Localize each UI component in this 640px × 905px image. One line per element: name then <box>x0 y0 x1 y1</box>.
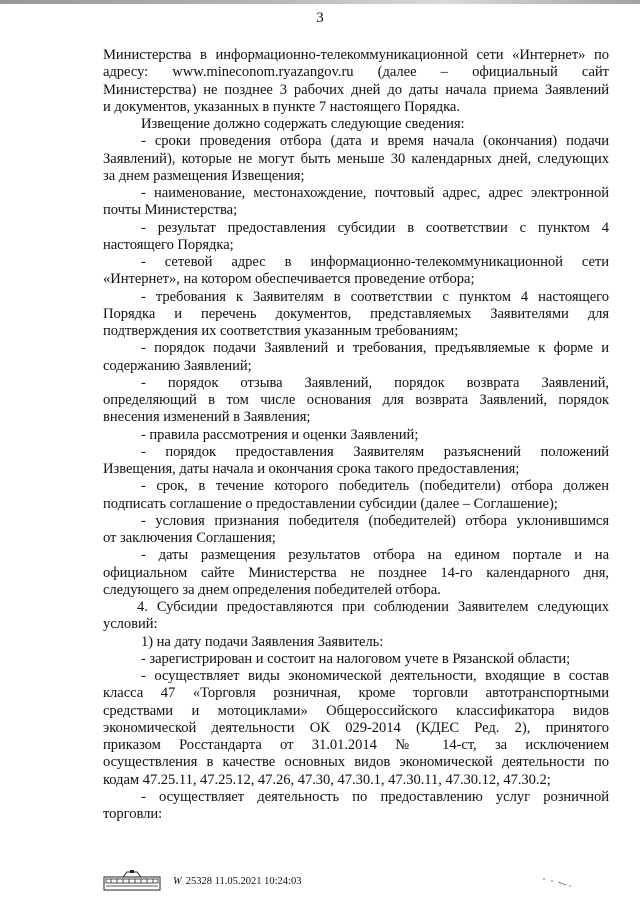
text-line: класса 47 «Торговля розничная, кроме торговли автотранспортными <box>103 685 609 702</box>
text-line: Извещения, даты начала и окончания срока такого предоставления; <box>103 461 520 477</box>
text-line: за днем размещения Извещения; <box>103 167 305 184</box>
text-line: - правила рассмотрения и оценки Заявлений; <box>141 426 419 443</box>
text-line: почты Министерства; <box>103 202 238 219</box>
scan-specks <box>540 873 580 889</box>
text-line: - порядок предоставления Заявителям разъяснений положений <box>141 443 609 460</box>
text-line: осуществления в качестве основных видов экономической деятельности по <box>103 754 609 771</box>
text-line: - наименование, местонахождение, почтовый адрес, адрес электронной <box>141 185 609 201</box>
text-line: экономической деятельности ОК 029-2014 (КДЕС Ред. 2), принятого <box>103 719 609 736</box>
text-line: адресу: www.mineconom.ryazangov.ru (далее – официальный сайт <box>103 64 609 81</box>
text-line: Заявлений), которые не могут быть меньше 30 календарных дней, следующих <box>103 150 609 167</box>
building-stamp-icon <box>103 870 161 892</box>
text-line: определяющий в том числе основания для возврата Заявлений, порядок <box>103 392 609 408</box>
text-line: «Интернет», на котором обеспечивается проведение отбора; <box>103 271 475 288</box>
text-line: - порядок отзыва Заявлений, порядок возврата Заявлений, <box>141 374 609 391</box>
text-line: торговли: <box>103 806 163 822</box>
text-line: 1) на дату подачи Заявления Заявитель: <box>141 633 384 650</box>
text-line: - осуществляет деятельность по предоставлению услуг розничной <box>141 788 609 805</box>
text-line: - срок, в течение которого победитель (победители) отбора должен <box>141 478 609 495</box>
text-line: кодам 47.25.11, 47.25.12, 47.26, 47.30, 47.30.1, 47.30.11, 47.30.12, 47.30.2; <box>103 771 551 788</box>
text-line: - сетевой адрес в информационно-телекоммуникационной сети <box>141 254 609 270</box>
text-line: - порядок подачи Заявлений и требования, предъявляемые к форме и <box>141 340 609 357</box>
text-line: - даты размещения результатов отбора на едином портале и на <box>141 547 609 564</box>
page-number: 3 <box>316 10 324 26</box>
text-line: Министерства) не позднее 3 рабочих дней до даты начала приема Заявлений <box>103 81 609 98</box>
text-line: условий: <box>103 616 158 633</box>
text-line: от заключения Соглашения; <box>103 530 276 546</box>
text-line: настоящего Порядка; <box>103 236 234 253</box>
text-line: - условия признания победителя (победителей) отбора уклонившимся <box>141 512 609 529</box>
text-line: Министерства в информационно-телекоммуникационной сети «Интернет» по <box>103 47 609 63</box>
document-body <box>103 47 609 823</box>
text-line: - требования к Заявителям в соответствии с пунктом 4 настоящего <box>141 288 609 305</box>
text-line: - зарегистрирован и состоит на налоговом учете в Рязанской области; <box>141 650 571 667</box>
text-line: Извещение должно содержать следующие сведения: <box>141 116 465 132</box>
text-line: - сроки проведения отбора (дата и время начала (окончания) подачи <box>141 133 609 150</box>
text-line: Порядка и перечень документов, представляемых Заявителями для <box>103 305 609 322</box>
text-line: и документов, указанных в пункте 7 настоящего Порядка. <box>103 98 460 115</box>
scan-edge-artifact <box>0 0 640 4</box>
text-line: подтверждения их соответствия указанным требованиям; <box>103 323 459 339</box>
text-line: следующего за днем определения победителей отбора. <box>103 581 441 598</box>
text-line: внесения изменений в Заявления; <box>103 409 311 426</box>
footer-mark: W <box>173 875 182 887</box>
document-footer <box>103 870 301 892</box>
text-line: - осуществляет виды экономической деятельности, входящие в состав <box>141 668 609 684</box>
text-line: подписать соглашение о предоставлении субсидии (далее – Соглашение); <box>103 495 558 512</box>
text-line: средствами и мотоциклами» Общероссийского классификатора видов <box>103 702 609 719</box>
text-line: - результат предоставления субсидии в соответствии с пунктом 4 <box>141 219 609 236</box>
footer-doc-info: 25328 11.05.2021 10:24:03 <box>185 875 302 887</box>
text-line: содержанию Заявлений; <box>103 357 252 374</box>
text-line: приказом Росстандарта от 31.01.2014 № 14-ст, за исключением <box>103 737 609 753</box>
text-line: 4. Субсидии предоставляются при соблюдении Заявителем следующих <box>137 599 609 615</box>
text-line: официальном сайте Министерства не позднее 14-го календарного дня, <box>103 564 609 581</box>
